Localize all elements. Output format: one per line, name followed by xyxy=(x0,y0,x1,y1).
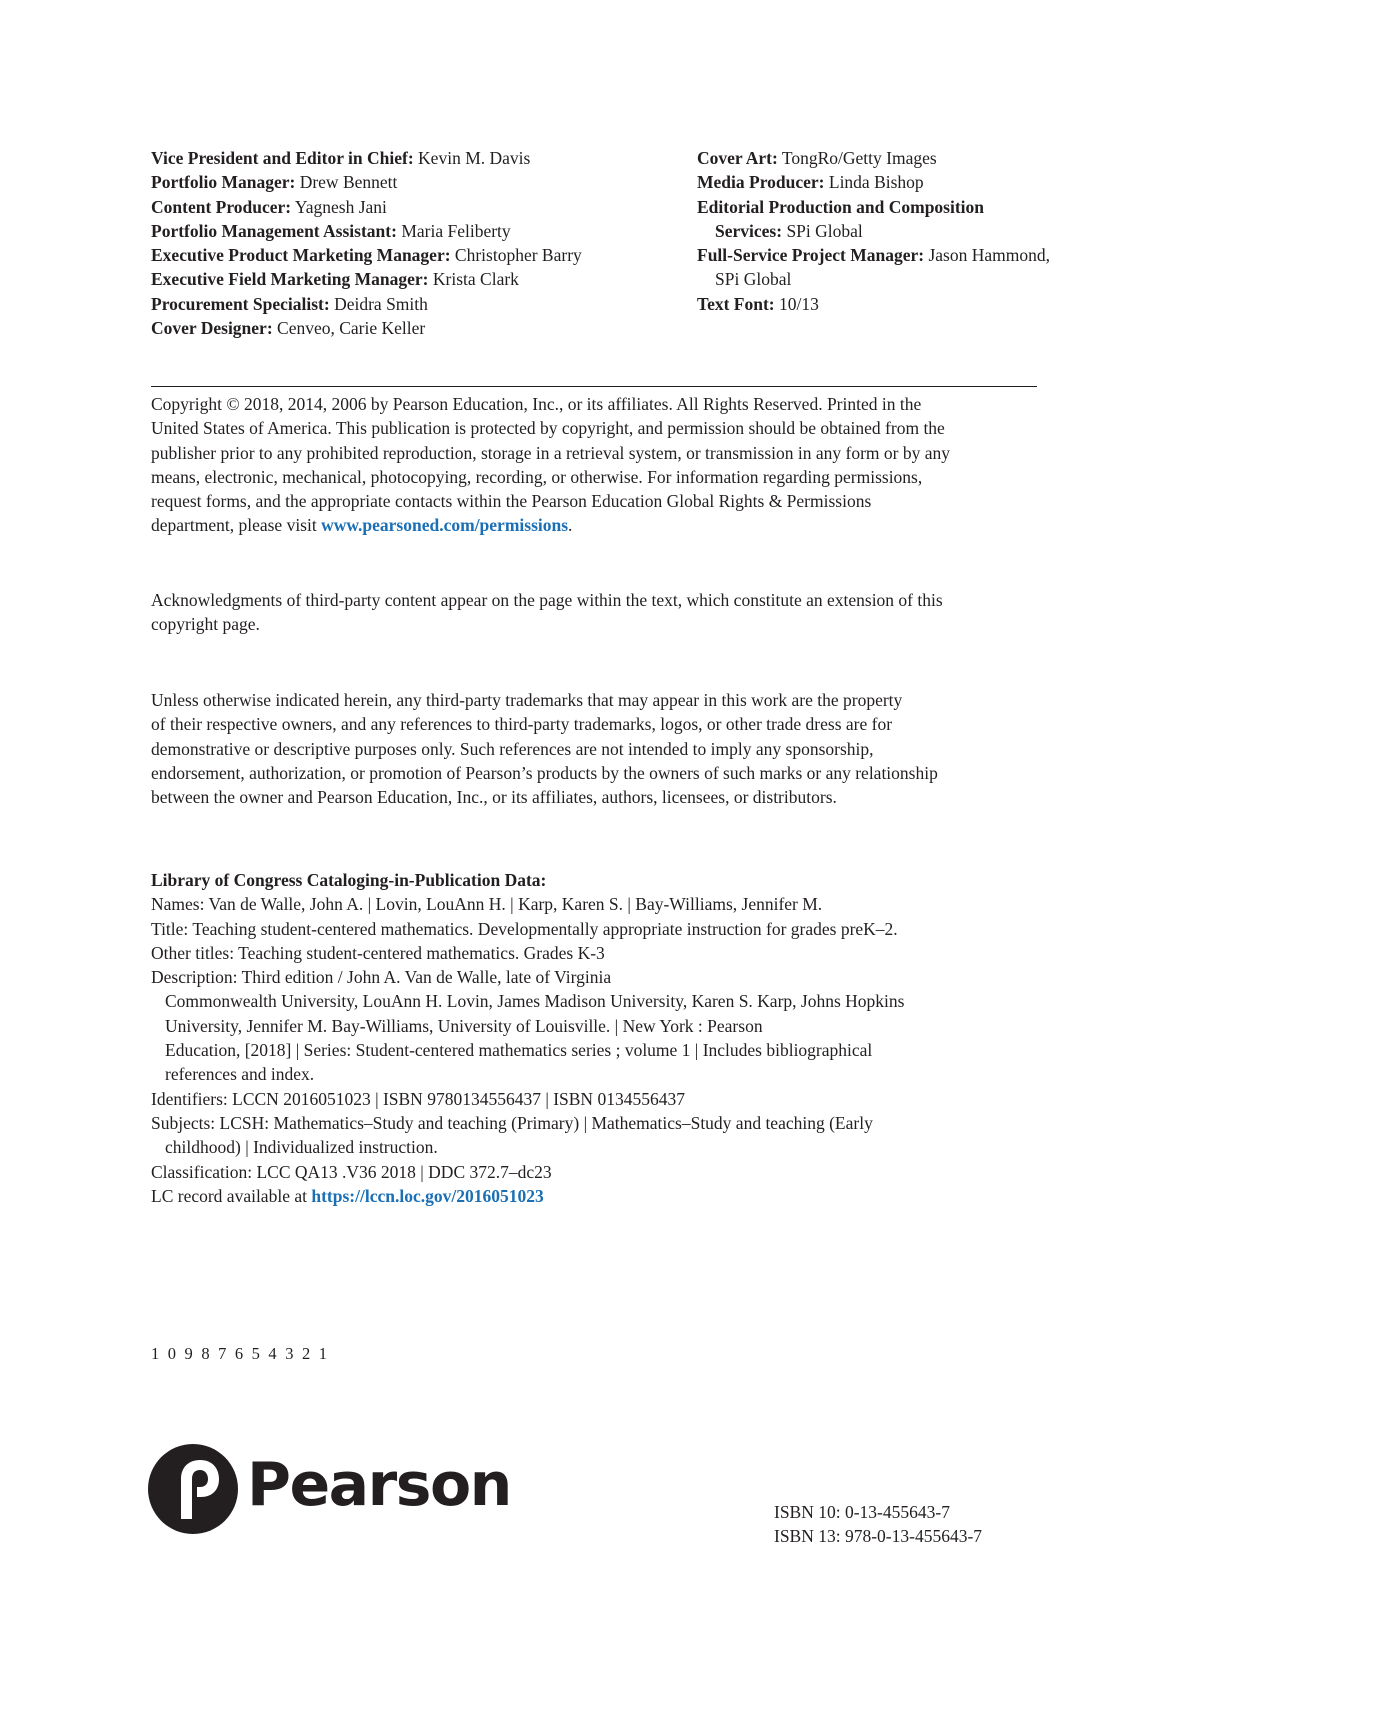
isbn-10: ISBN 10: 0-13-455643-7 xyxy=(774,1502,950,1522)
credit-content-producer: Content Producer: Yagnesh Jani xyxy=(151,196,387,217)
print-line: 1 0 9 8 7 6 5 4 3 2 1 xyxy=(151,1344,330,1363)
cip-subjects: Subjects: LCSH: Mathematics–Study and teaching (Primary) | Mathematics–Study and teaching (Early xyxy=(151,1112,873,1133)
copyright-line: Copyright © 2018, 2014, 2006 by Pearson Education, Inc., or its affiliates. All Rights Reserved. Printed in the xyxy=(151,394,922,414)
cip-heading: Library of Congress Cataloging-in-Publication Data: xyxy=(151,870,547,890)
trademarks-notice xyxy=(151,688,1051,809)
credits-left-column xyxy=(151,146,671,340)
trademarks-line: demonstrative or descriptive purposes only. Such references are not intended to imply any sponsorship, xyxy=(151,738,874,759)
copyright-line: department, please visit www.pearsoned.com/permissions. xyxy=(151,515,573,536)
cip-subjects: childhood) | Individualized instruction. xyxy=(165,1137,438,1158)
credit-editorial-production: Editorial Production and Composition xyxy=(697,196,985,217)
credit-media-producer: Media Producer: Linda Bishop xyxy=(697,172,924,193)
cip-title: Title: Teaching student-centered mathematics. Developmentally appropriate instruction for grades preK–2. xyxy=(151,918,898,939)
permissions-link[interactable]: www.pearsoned.com/permissions xyxy=(321,515,569,536)
copyright-notice xyxy=(151,392,1051,538)
cip-identifiers: Identifiers: LCCN 2016051023 | ISBN 9780134556437 | ISBN 0134556437 xyxy=(151,1088,685,1109)
trademarks-line: Unless otherwise indicated herein, any third-party trademarks that may appear in this work are the property xyxy=(151,690,903,710)
trademarks-line: between the owner and Pearson Education, Inc., or its affiliates, authors, licensees, or distributors. xyxy=(151,787,837,808)
pearson-p-icon xyxy=(147,1441,239,1537)
credit-cover-art: Cover Art: TongRo/Getty Images xyxy=(697,148,937,168)
credit-editor-in-chief: Vice President and Editor in Chief: Kevin M. Davis xyxy=(151,148,531,168)
cip-description: references and index. xyxy=(165,1064,315,1085)
cip-data xyxy=(151,868,1051,1208)
acknowledgments-line: Acknowledgments of third-party content appear on the page within the text, which constitute an extension of this xyxy=(151,590,943,610)
acknowledgments-line: copyright page. xyxy=(151,614,260,635)
pearson-wordmark: Pearson xyxy=(247,1450,511,1520)
credits-right-column xyxy=(697,146,1137,316)
credit-services: Services: SPi Global xyxy=(715,220,863,241)
cip-record: LC record available at https://lccn.loc.gov/2016051023 xyxy=(151,1185,544,1206)
cip-names: Names: Van de Walle, John A. | Lovin, LouAnn H. | Karp, Karen S. | Bay-Williams, Jennifer M. xyxy=(151,894,823,915)
cip-classification: Classification: LCC QA13 .V36 2018 | DDC 372.7–dc23 xyxy=(151,1161,552,1182)
credit-procurement: Procurement Specialist: Deidra Smith xyxy=(151,293,428,314)
cip-description: Education, [2018] | Series: Student-centered mathematics series ; volume 1 | Includes bibliographical xyxy=(165,1040,873,1061)
isbn-block xyxy=(774,1500,982,1549)
lccn-record-link[interactable]: https://lccn.loc.gov/2016051023 xyxy=(311,1185,544,1206)
acknowledgments-notice xyxy=(151,588,1051,637)
copyright-line: request forms, and the appropriate contacts within the Pearson Education Global Rights & Permissions xyxy=(151,491,872,512)
credit-project-manager: Full-Service Project Manager: Jason Hammond, xyxy=(697,245,1050,266)
credit-portfolio-manager: Portfolio Manager: Drew Bennett xyxy=(151,172,398,193)
copyright-line: United States of America. This publication is protected by copyright, and permission should be obtained from the xyxy=(151,418,945,439)
cip-description: Description: Third edition / John A. Van de Walle, late of Virginia xyxy=(151,967,612,988)
credit-product-marketing: Executive Product Marketing Manager: Christopher Barry xyxy=(151,245,582,266)
isbn-13: ISBN 13: 978-0-13-455643-7 xyxy=(774,1526,983,1547)
cip-description: Commonwealth University, LouAnn H. Lovin, James Madison University, Karen S. Karp, Johns Hopkins xyxy=(165,991,905,1012)
credit-portfolio-assistant: Portfolio Management Assistant: Maria Feliberty xyxy=(151,220,511,241)
cip-description: University, Jennifer M. Bay-Williams, University of Louisville. | New York : Pearson xyxy=(165,1015,763,1036)
pearson-logo xyxy=(147,1441,511,1537)
trademarks-line: of their respective owners, and any references to third-party trademarks, logos, or other trade dress are for xyxy=(151,714,893,735)
copyright-line: publisher prior to any prohibited reproduction, storage in a retrieval system, or transmission in any form or by any xyxy=(151,442,950,463)
cip-other-titles: Other titles: Teaching student-centered mathematics. Grades K-3 xyxy=(151,942,605,963)
credit-text-font: Text Font: 10/13 xyxy=(697,293,819,314)
copyright-line: means, electronic, mechanical, photocopying, recording, or otherwise. For information regarding permissions, xyxy=(151,466,923,487)
credit-cover-designer: Cover Designer: Cenveo, Carie Keller xyxy=(151,318,426,339)
credit-field-marketing: Executive Field Marketing Manager: Krista Clark xyxy=(151,269,519,290)
credit-project-manager-company: SPi Global xyxy=(715,269,792,290)
trademarks-line: endorsement, authorization, or promotion of Pearson’s products by the owners of such marks or any relationship xyxy=(151,762,938,783)
section-divider xyxy=(151,386,1037,387)
